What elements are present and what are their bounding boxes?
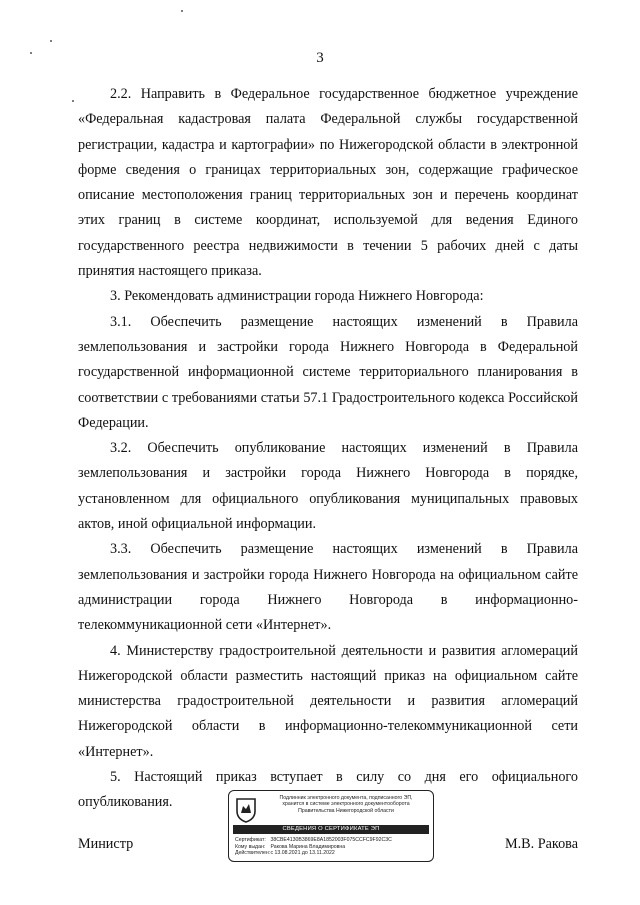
certificate-value: 38CBE4130B3869E8A1852003F075CCFC9F92C3C [270, 837, 392, 843]
paragraph-4: 4. Министерству градостроительной деятельности и развития агломераций Нижегородской области разместить настоящий приказ на официальном сайте министерства градостроительной деятельности и развития агломераций Нижегородской области в информационно-телекоммуникационной сети «Интернет». [78, 642, 578, 760]
stamp-notice-line: Подлинник электронного документа, подписанного ЭП, [279, 795, 413, 801]
certificate-row [235, 837, 431, 844]
document-body [78, 82, 578, 816]
validity-row [235, 850, 431, 857]
owner-value: Ракова Марина Владимировна [270, 843, 346, 850]
stamp-notice-line: хранится в системе электронного документооборота [282, 801, 410, 808]
owner-label: Кому выдан: [235, 843, 266, 850]
paragraph-5: 5. Настоящий приказ вступает в силу со дня его официального опубликования. [78, 769, 578, 811]
paragraph-3: 3. Рекомендовать администрации города Нижнего Новгорода: [110, 288, 484, 305]
scan-speck [72, 100, 74, 102]
validity-label: Действителен: [235, 850, 271, 857]
signer-name: М.В. Ракова [505, 836, 578, 852]
paragraph-3-2: 3.2. Обеспечить опубликование настоящих изменений в Правила землепользования и застройки города Нижнего Новгорода в порядке, установленном для официального опубликования муниципальных правовых актов, иной официальной информации. [78, 440, 578, 533]
paragraph-3-3: 3.3. Обеспечить размещение настоящих изменений в Правила землепользования и застройки города Нижнего Новгорода на официальном сайте администрации города Нижнего Новгорода в информационно-телекоммуникационной сети «Интернет». [78, 541, 578, 634]
paragraph-3-1: 3.1. Обеспечить размещение настоящих изменений в Правила землепользования и застройки города Нижнего Новгорода в Федеральной государственной информационной системе территориального планирования в соответствии с требованиями статьи 57.1 Градостроительного кодекса Российской Федерации. [78, 313, 578, 431]
signer-position: Министр [78, 836, 134, 852]
scan-speck [181, 10, 183, 12]
electronic-signature-stamp [228, 790, 434, 862]
page-number: 3 [316, 50, 324, 66]
coat-of-arms-icon [235, 797, 257, 823]
paragraph-2-2: 2.2. Направить в Федеральное государственное бюджетное учреждение «Федеральная кадастровая палата Федеральной службы государственной регистрации, кадастра и картографии» по Нижегородской области в электронной форме сведения о границах территориальных зон, содержащие графическое описание местоположения границ территориальных зон и перечень координат этих границ в системе координат, используемой для ведения Единого государственного реестра недвижимости в течении 5 рабочих дней с даты принятия настоящего приказа. [78, 86, 578, 280]
stamp-notice-line: Правительства Нижегородской области [298, 807, 394, 814]
certificate-header: СВЕДЕНИЯ О СЕРТИФИКАТЕ ЭП [233, 825, 429, 834]
stamp-notice [261, 795, 431, 814]
validity-value: с 13.08.2021 до 13.11.2022 [270, 850, 335, 857]
signature-block [78, 790, 578, 880]
certificate-label: Сертификат: [235, 837, 266, 843]
scan-speck [50, 40, 52, 42]
certificate-details [235, 837, 431, 857]
